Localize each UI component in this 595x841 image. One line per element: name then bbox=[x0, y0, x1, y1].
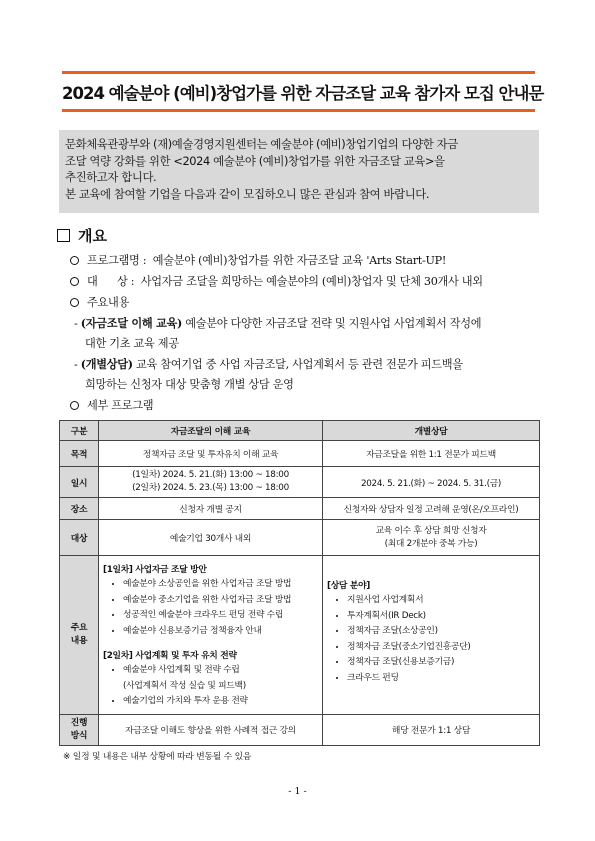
list-item: • 예술분야 신용보증기금 정책융자 안내 bbox=[123, 624, 318, 640]
overview-detail bbox=[70, 397, 153, 413]
list-item: • 예술분야 소상공인을 위한 사업자금 조달 방법 bbox=[123, 577, 318, 593]
target-line: (최대 2개분야 중복 가능) bbox=[384, 538, 478, 549]
row-label-line: 방식 bbox=[70, 730, 88, 741]
list-item: • 투자계획서(IR Deck) bbox=[347, 609, 535, 625]
table-header: 구분 bbox=[60, 421, 99, 441]
row-label: 목적 bbox=[60, 441, 99, 467]
list-item: • 성공적인 예술분야 크라우드 펀딩 전략 수립 bbox=[123, 608, 318, 624]
date-line: (1일차) 2024. 5. 21.(화) 13:00 ~ 18:00 bbox=[132, 470, 289, 480]
content-cell-education bbox=[99, 556, 323, 715]
row-label bbox=[60, 714, 99, 745]
content-label: 주요내용 bbox=[87, 296, 130, 309]
list-item: • 예술기업의 가치와 투자 운용 전략 bbox=[123, 694, 318, 710]
row-label-line: 진행 bbox=[70, 717, 88, 728]
title-rule-bottom bbox=[62, 109, 535, 112]
target-label: 대 상 : bbox=[87, 275, 135, 288]
consult-title: [상담 분야] bbox=[327, 581, 370, 591]
overview-item1: - (자금조달 이해 교육) 예술분야 다양한 자금조달 전략 및 지원사업 사업계획서 작성에 bbox=[74, 316, 482, 330]
row-label: 일시 bbox=[60, 467, 99, 498]
overview-item1-cont bbox=[85, 335, 179, 351]
intro-line: 본 교육에 참여할 기업을 다음과 같이 모집하오니 많은 관심과 참여 바랍니다. bbox=[65, 186, 430, 201]
title-block bbox=[62, 71, 544, 112]
section-heading-text: 개요 bbox=[78, 227, 107, 245]
list-item: • 정책자금 조달(소상공인) bbox=[347, 624, 535, 640]
item1-line2: 대한 기초 교육 제공 bbox=[85, 337, 179, 350]
overview-item2-cont bbox=[85, 376, 294, 392]
table-row bbox=[60, 714, 540, 745]
day2-title: [2일차] 사업계획 및 투자 유치 전략 bbox=[103, 651, 237, 661]
program-label: 프로그램명 : bbox=[87, 254, 147, 267]
table-row bbox=[60, 520, 540, 556]
intro-box bbox=[59, 130, 539, 213]
row-label-line: 내용 bbox=[70, 635, 88, 646]
circle-bullet-icon bbox=[70, 277, 79, 286]
page-number: - 1 - bbox=[288, 786, 307, 797]
content-cell-consult bbox=[323, 556, 540, 715]
table-header: 개별상담 bbox=[323, 421, 540, 441]
table-cell: 정책자금 조달 및 투자유치 이해 교육 bbox=[99, 441, 323, 467]
row-label: 대상 bbox=[60, 520, 99, 556]
table-row bbox=[60, 441, 540, 467]
list-item: • 정책자금 조달(신용보증기금) bbox=[347, 655, 535, 671]
list-item: • 예술분야 사업계획 및 전략 수립 bbox=[123, 663, 318, 679]
table-cell: 예술기업 30개사 내외 bbox=[99, 520, 323, 556]
detail-label: 세부 프로그램 bbox=[87, 399, 154, 412]
table-cell: 해당 전문가 1:1 상담 bbox=[323, 714, 540, 745]
table-cell bbox=[323, 520, 540, 556]
row-label-line: 주요 bbox=[70, 622, 88, 633]
table-row bbox=[60, 556, 540, 715]
overview-program bbox=[70, 252, 446, 268]
square-bullet-icon bbox=[57, 229, 70, 242]
list-item: • 예술분야 중소기업을 위한 사업자금 조달 방법 bbox=[123, 593, 318, 609]
item1-line1: 예술분야 다양한 자금조달 전략 및 지원사업 사업계획서 작성에 bbox=[185, 317, 482, 330]
document-title: 2024 예술분야 (예비)창업가를 위한 자금조달 교육 참가자 모집 안내문 bbox=[62, 84, 544, 103]
item2-line2: 희망하는 신청자 대상 맞춤형 개별 상담 운영 bbox=[85, 378, 294, 391]
overview-item2: - (개별상담) 교육 참여기업 중 사업 자금조달, 사업계획서 등 관련 전문가 피드백을 bbox=[74, 357, 463, 371]
overview-target bbox=[70, 273, 483, 289]
table-header-row bbox=[60, 421, 540, 441]
table-cell: 자금조달을 위한 1:1 전문가 피드백 bbox=[323, 441, 540, 467]
intro-line: 추진하고자 합니다. bbox=[65, 170, 157, 184]
row-label: 장소 bbox=[60, 498, 99, 520]
date-line: (2일차) 2024. 5. 23.(목) 13:00 ~ 18:00 bbox=[132, 483, 289, 493]
target-line: 교육 이수 후 상담 희망 신청자 bbox=[375, 525, 487, 536]
table-cell bbox=[99, 467, 323, 498]
target-value: 사업자금 조달을 희망하는 예술분야의 (예비)창업자 및 단체 30개사 내외 bbox=[140, 275, 483, 288]
footnote: ※ 일정 및 내용은 내부 상황에 따라 변동될 수 있음 bbox=[63, 752, 252, 762]
item2-head: (개별상담) bbox=[80, 357, 133, 371]
circle-bullet-icon bbox=[70, 256, 79, 265]
item1-head: (자금조달 이해 교육) bbox=[80, 316, 182, 330]
overview-content bbox=[70, 294, 129, 310]
list-item: • 크라우드 펀딩 bbox=[347, 671, 535, 687]
table-row bbox=[60, 467, 540, 498]
circle-bullet-icon bbox=[70, 401, 79, 410]
list-item-sub: (사업계획서 작성 실습 및 피드백) bbox=[123, 680, 246, 691]
circle-bullet-icon bbox=[70, 298, 79, 307]
list-item: • 정책자금 조달(중소기업진흥공단) bbox=[347, 640, 535, 656]
list-item: • 지원사업 사업계획서 bbox=[347, 593, 535, 609]
intro-line: 조달 역량 강화를 위한 <2024 예술분야 (예비)창업가를 위한 자금조달 교육>을 bbox=[65, 153, 445, 168]
row-label bbox=[60, 556, 99, 715]
table-cell: 신청자 개별 공지 bbox=[99, 498, 323, 520]
section-heading bbox=[57, 225, 107, 246]
table-cell: 자금조달 이해도 향상을 위한 사례적 접근 강의 bbox=[99, 714, 323, 745]
intro-line: 문화체육관광부와 (재)예술경영지원센터는 예술분야 (예비)창업기업의 다양한 자금 bbox=[65, 137, 458, 151]
program-table bbox=[59, 420, 540, 746]
table-cell: 신청자와 상담자 일정 고려해 운영(온/오프라인) bbox=[323, 498, 540, 520]
day1-title: [1일차] 사업자금 조달 방안 bbox=[103, 565, 207, 575]
program-value: 예술분야 (예비)창업가를 위한 자금조달 교육 'Arts Start-UP! bbox=[152, 254, 447, 267]
item2-line1: 교육 참여기업 중 사업 자금조달, 사업계획서 등 관련 전문가 피드백을 bbox=[136, 358, 463, 371]
table-cell: 2024. 5. 21.(화) ~ 2024. 5. 31.(금) bbox=[323, 467, 540, 498]
table-header: 자금조달의 이해 교육 bbox=[99, 421, 323, 441]
table-row bbox=[60, 498, 540, 520]
